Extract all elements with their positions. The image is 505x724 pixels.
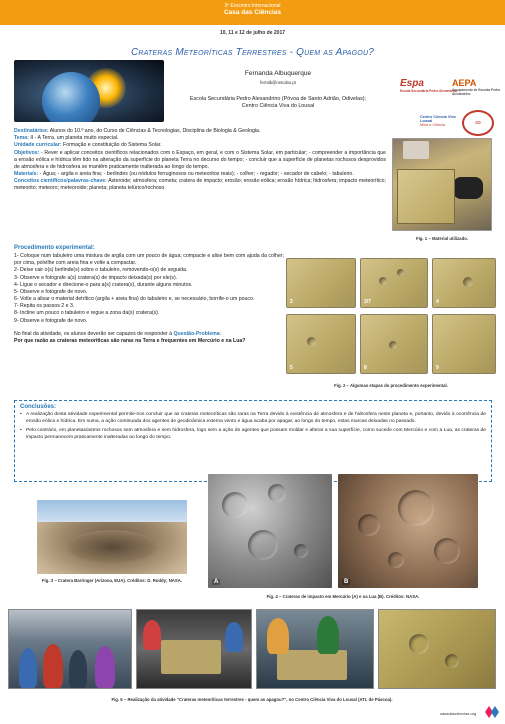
objetivos-paragraph: Objetivos: - Rever e aplicar conceitos científicos relacionados com o Espaço, em geral, e com o Sistema Solar, em particular; - compreender a importância que a erosão eólica e hídrica têm tido na alteração da superfície do planeta Terra no decurso do tempo; - concluir que a superfície de planetas rochosos desprovidos de atmosfera e de hidrosfera se mantêm praticamente inalterada ao longo do tempo. — [14, 149, 386, 170]
casa-ciencias-logo: ∞ — [462, 110, 494, 136]
step-2: 2- Deixe cair o(s) berlinde(s) sobre o tabuleiro, removendo-o(s) de seguida. — [14, 267, 188, 274]
conclusions-heading: Conclusões: — [20, 404, 57, 410]
problem-question: Por que razão as crateras meteoríticas são raras na Terra e frequentes em Mercúrio e na Lua? — [14, 337, 246, 344]
header-banner — [0, 0, 505, 25]
step-5: 5- Observe e fotografe de novo. — [14, 288, 88, 295]
tray-photo: 3/7 — [360, 258, 428, 308]
procedure-heading: Procedimento experimental: — [14, 245, 95, 251]
earth-image — [14, 60, 164, 122]
sand-tray — [397, 169, 455, 224]
ciencia-viva-logo: Centro Ciência Viva Lousal Mina e Ciência — [420, 115, 456, 128]
water-jug — [403, 141, 429, 159]
event-edition: 3º Encontro Internacional — [224, 3, 281, 9]
school-name: Escola Secundária Pedro Alexandrino (Póvoa de Santo Adrião, Odivelas); — [189, 96, 367, 102]
activity-photo — [378, 609, 496, 689]
conclusions-box — [14, 400, 492, 482]
barringer-crater-photo — [37, 500, 187, 574]
activity-photo — [136, 609, 252, 689]
affiliation — [168, 96, 388, 111]
tray-photo: 4 — [432, 258, 496, 308]
casa-ciencias-footer-icon — [485, 706, 499, 718]
fig4-caption: Fig. 4 – Crateras de impacto em Mercúrio (A) e na Lua (B). Créditos: NASA. — [266, 594, 420, 599]
fig1-caption: Fig. 1 – Material utilizado. — [415, 236, 469, 241]
conceitos-paragraph: Conceitos científicos/palavras-chave: Asteroide; atmosfera; cometa; cratera de impacto; erosão; erosão eólica; erosão hídrica; hidrosfera; impacto meteorítico; meteorito; meteoro; meteoroide; planeta; planeta telúrico/rochoso. — [14, 178, 386, 192]
activity-photo — [8, 609, 132, 689]
tray-photo: 9 — [432, 314, 496, 374]
intro-block — [14, 128, 386, 193]
step-3: 3- Observe e fotografe a(s) cratera(s) de impacto deixada(s) por ele(s). — [14, 274, 178, 281]
procedure-steps — [14, 253, 284, 325]
tray-photo: 2 — [286, 258, 356, 308]
fig2-caption: Fig. 2 – Algumas etapas do procedimento experimental. — [334, 383, 448, 388]
unidade-paragraph: Unidade curricular: Formação e constituição do Sistema Solar. — [14, 142, 162, 149]
procedure-block — [14, 245, 284, 345]
earth-planet — [42, 72, 100, 122]
fig5-caption: Fig. 5 – Realização da atividade "Crateras meteoríticas terrestres - quem as apagou?", no Centro Ciência Viva do Lousal (ATL de Páscoa). — [111, 697, 393, 702]
mercury-label: A — [214, 579, 219, 585]
step-8: 8- Incline um pouco o tabuleiro e regue a zona da(s) cratera(s). — [14, 310, 160, 317]
event-name: Casa das Ciências — [223, 9, 282, 16]
tema-paragraph: Tema: II - A Terra, um planeta muito especial. — [14, 135, 119, 142]
activity-photo — [256, 609, 374, 689]
final-statement: No final da atividade, os alunos deverão ser capazes de responder à Questão-Problema: — [14, 330, 222, 337]
tray-photo: 8 — [360, 314, 428, 374]
aepa-logo: AEPA Agrupamento de Escolas Pedro Alexandrino — [452, 78, 501, 96]
step-1: 1- Coloque num tabuleiro uma mistura de argila com um pouco de água; compacte e alise bem com ajuda da colher; por cima, polvilhe com areia fina e volte a compactar. — [14, 253, 284, 267]
author-email: ferralb@netcabo.pt — [260, 80, 296, 85]
step-9: 9- Observe e fotografe de novo. — [14, 317, 88, 324]
footer-website: casadasciencias.org — [440, 711, 477, 716]
moon-label: B — [344, 579, 349, 585]
poster-title: Crateras Meteoríticas Terrestres - Quem as Apagou? — [131, 47, 374, 58]
conclusion-item: • Pelo contrário, em planetas/astros rochosos sem atmosfera e sem hidrosfera, logo sem a ação de agentes que possam moldar e alterar a sua superfície, como sucede com Mercúrio e com a Lua, as crateras de impacto permanecem praticamente inalteradas ao longo do tempo. — [26, 428, 486, 442]
step-7: 7- Repita os passos 2 e 3. — [14, 303, 75, 310]
step-4: 4- Ligue o secador e direcione-o para a(s) cratera(s), durante alguns minutos. — [14, 281, 193, 288]
materials-photo — [392, 138, 492, 231]
author-name: Fernanda Albuquerque — [244, 70, 312, 77]
fig3-caption: Fig. 3 – Cratera Barringer (Arizona, EUA). Créditos: D. Roddy; NASA. — [41, 578, 183, 583]
materiais-paragraph: Materiais: - Água; - argila e areia fina; - berlindes (ou nódulos ferruginosos ou meteoritos reais); - colher; - regador; - secador de cabelo; - tabuleiro. — [14, 171, 354, 178]
conclusion-item: • A realização desta atividade experimental permite-nos concluir que as crateras meteoríticas são raras na Terra devido à existência de atmosfera e de hidrosfera neste planeta e, portanto, devido à ocorrência de erosão eólica e hídrica. Em suma, a ação continuada dos agentes de geodinâmica externa vento e água acaba por apagar, ao longo do tempo, estas marcas deixadas no passado. — [26, 412, 486, 426]
science-center-name: Centro Ciência Viva do Lousal — [241, 103, 315, 110]
moon-photo — [338, 474, 478, 588]
procedure-photos — [286, 258, 496, 380]
event-dates: 10, 11 e 12 de julho de 2017 — [219, 30, 286, 36]
crater-bowl — [67, 530, 157, 564]
step-6: 6- Volte a alisar o material detrítico (argila + areia fina) do tabuleiro e, se necessário, borrife-o um pouco. — [14, 296, 255, 303]
hair-dryer — [453, 177, 483, 199]
espa-logo: Espa Escola Secundária Pedro Alexandrino — [400, 78, 458, 93]
destinatarios-paragraph: Destinatários: Alunos do 10.º ano, do Curso de Ciências & Tecnologias, Disciplina de Biologia & Geologia. — [14, 128, 261, 134]
tray-photo: 5 — [286, 314, 356, 374]
mercury-photo — [208, 474, 332, 588]
